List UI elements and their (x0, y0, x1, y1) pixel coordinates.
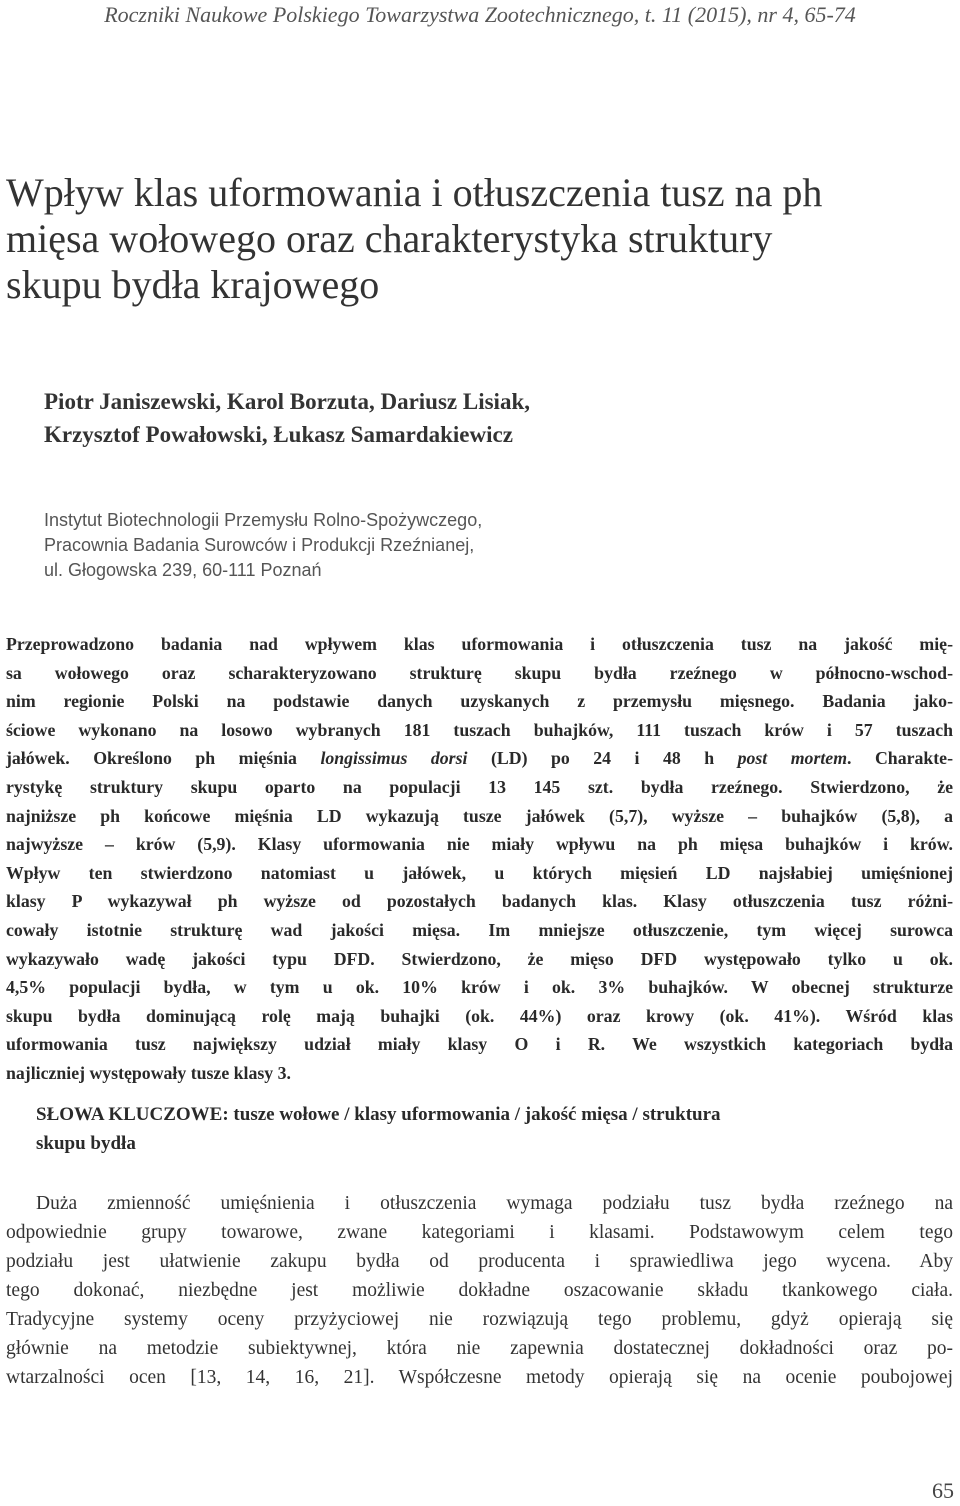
affiliation-line: Pracownia Badania Surowców i Produkcji Rzeźnianej, (44, 535, 475, 555)
body-line: tego dokonać, niezbędne jest możliwie dokładne oszacowanie składu tkankowego ciała. (6, 1280, 953, 1301)
abstract-line: Przeprowadzono badania nad wpływem klas uformowania i otłuszczenia tusz na jakość mię- (6, 634, 953, 654)
abstract-line: ściowe wykonano na losowo wybranych 181 tuszach buhajków, 111 tuszach krów i 57 tuszach (6, 719, 953, 740)
body-line: wtarzalności ocen [13, 14, 16, 21]. Współczesne metody opierają się na ocenie poubojowej (6, 1367, 953, 1388)
abstract-line: wykazywało wadę jakości typu DFD. Stwierdzono, że mięso DFD występowało tylko u ok. (6, 948, 953, 969)
abstract-line: najliczniej występowały tusze klasy 3. (6, 1062, 291, 1083)
abstract (6, 630, 953, 1088)
body-line: Duża zmienność umięśnienia i otłuszczenia wymaga podziału tusz bydła rzeźnego na (36, 1193, 953, 1214)
abstract-line: Wpływ ten stwierdzono natomiast u jałówek, u których mięsień LD najsłabiej umięśnionej (6, 862, 953, 883)
abstract-line: uformowania tusz największy udział miały klasy O i R. We wszystkich kategoriach bydła (6, 1034, 953, 1055)
title-line: Wpływ klas uformowania i otłuszczenia tusz na ph (6, 170, 823, 215)
title-line: skupu bydła krajowego (6, 262, 380, 307)
affiliation-line: ul. Głogowska 239, 60-111 Poznań (44, 560, 322, 580)
body-line: Tradycyjne systemy oceny przyżyciowej nie rozwiązują tego problemu, gdyż opierają się (6, 1309, 953, 1330)
author-line: Krzysztof Powałowski, Łukasz Samardakiewicz (44, 422, 513, 447)
title-line: mięsa wołowego oraz charakterystyka struktury (6, 216, 773, 261)
abstract-line: najniższe ph końcowe mięśnia LD wykazują tusze jałówek (5,7), wyższe – buhajków (5,8), a (6, 805, 953, 826)
body-line: odpowiednie grupy towarowe, zwane kategoriami i klasami. Podstawowym celem tego (6, 1222, 953, 1243)
abstract-line: rystykę struktury skupu oparto na populacji 13 145 szt. bydła rzeźnego. Stwierdzono, że (6, 776, 953, 797)
affiliation (44, 508, 944, 583)
abstract-line: skupu bydła dominującą rolę mają buhajki (ok. 44%) oraz krowy (ok. 41%). Wśród klas (6, 1005, 953, 1026)
article-title (6, 170, 956, 308)
keywords (36, 1100, 936, 1158)
body-line: podziału jest ułatwienie zakupu bydła od producenta i sprawiedliwa jego wycena. Aby (6, 1251, 953, 1272)
abstract-text: jałówek. Określono ph mięśnia (6, 748, 321, 769)
abstract-line: cowały istotnie strukturę wad jakości mięsa. Im mniejsze otłuszczenie, tym więcej surowca (6, 919, 953, 940)
author-list (44, 385, 944, 451)
body-text (6, 1189, 953, 1392)
abstract-line: sa wołowego oraz scharakteryzowano strukturę skupu bydła rzeźnego w północno-wschod- (6, 662, 953, 683)
keywords-line: skupu bydła (36, 1133, 136, 1154)
abstract-line (6, 744, 953, 773)
abstract-text: . Charakte- (847, 748, 953, 769)
body-line: głównie na metodzie subiektywnej, która nie zapewnia dostatecznej dokładności oraz po- (6, 1338, 953, 1359)
abstract-italic: longissimus dorsi (320, 748, 468, 769)
abstract-italic: post mortem (737, 748, 848, 769)
abstract-line: 4,5% populacji bydła, w tym u ok. 10% krów i ok. 3% buhajków. W obecnej strukturze (6, 977, 953, 998)
abstract-text: (LD) po 24 i 48 h (467, 748, 738, 769)
abstract-line: najwyższe – krów (5,9). Klasy uformowania nie miały wpływu na ph mięsa buhajków i krów. (6, 834, 953, 855)
abstract-line: nim regionie Polski na podstawie danych uzyskanych z przemysłu mięsnego. Badania jako- (6, 691, 953, 712)
journal-header: Roczniki Naukowe Polskiego Towarzystwa Zootechnicznego, t. 11 (2015), nr 4, 65-74 (104, 2, 856, 27)
author-line: Piotr Janiszewski, Karol Borzuta, Dariusz Lisiak, (44, 389, 530, 414)
keywords-line: SŁOWA KLUCZOWE: tusze wołowe / klasy uformowania / jakość mięsa / struktura (36, 1104, 721, 1125)
page-number: 65 (932, 1478, 954, 1503)
abstract-line: klasy P wykazywał ph wyższe od pozostałych badanych klas. Klasy otłuszczenia tusz różni- (6, 891, 953, 912)
affiliation-line: Instytut Biotechnologii Przemysłu Rolno-Spożywczego, (44, 510, 483, 530)
